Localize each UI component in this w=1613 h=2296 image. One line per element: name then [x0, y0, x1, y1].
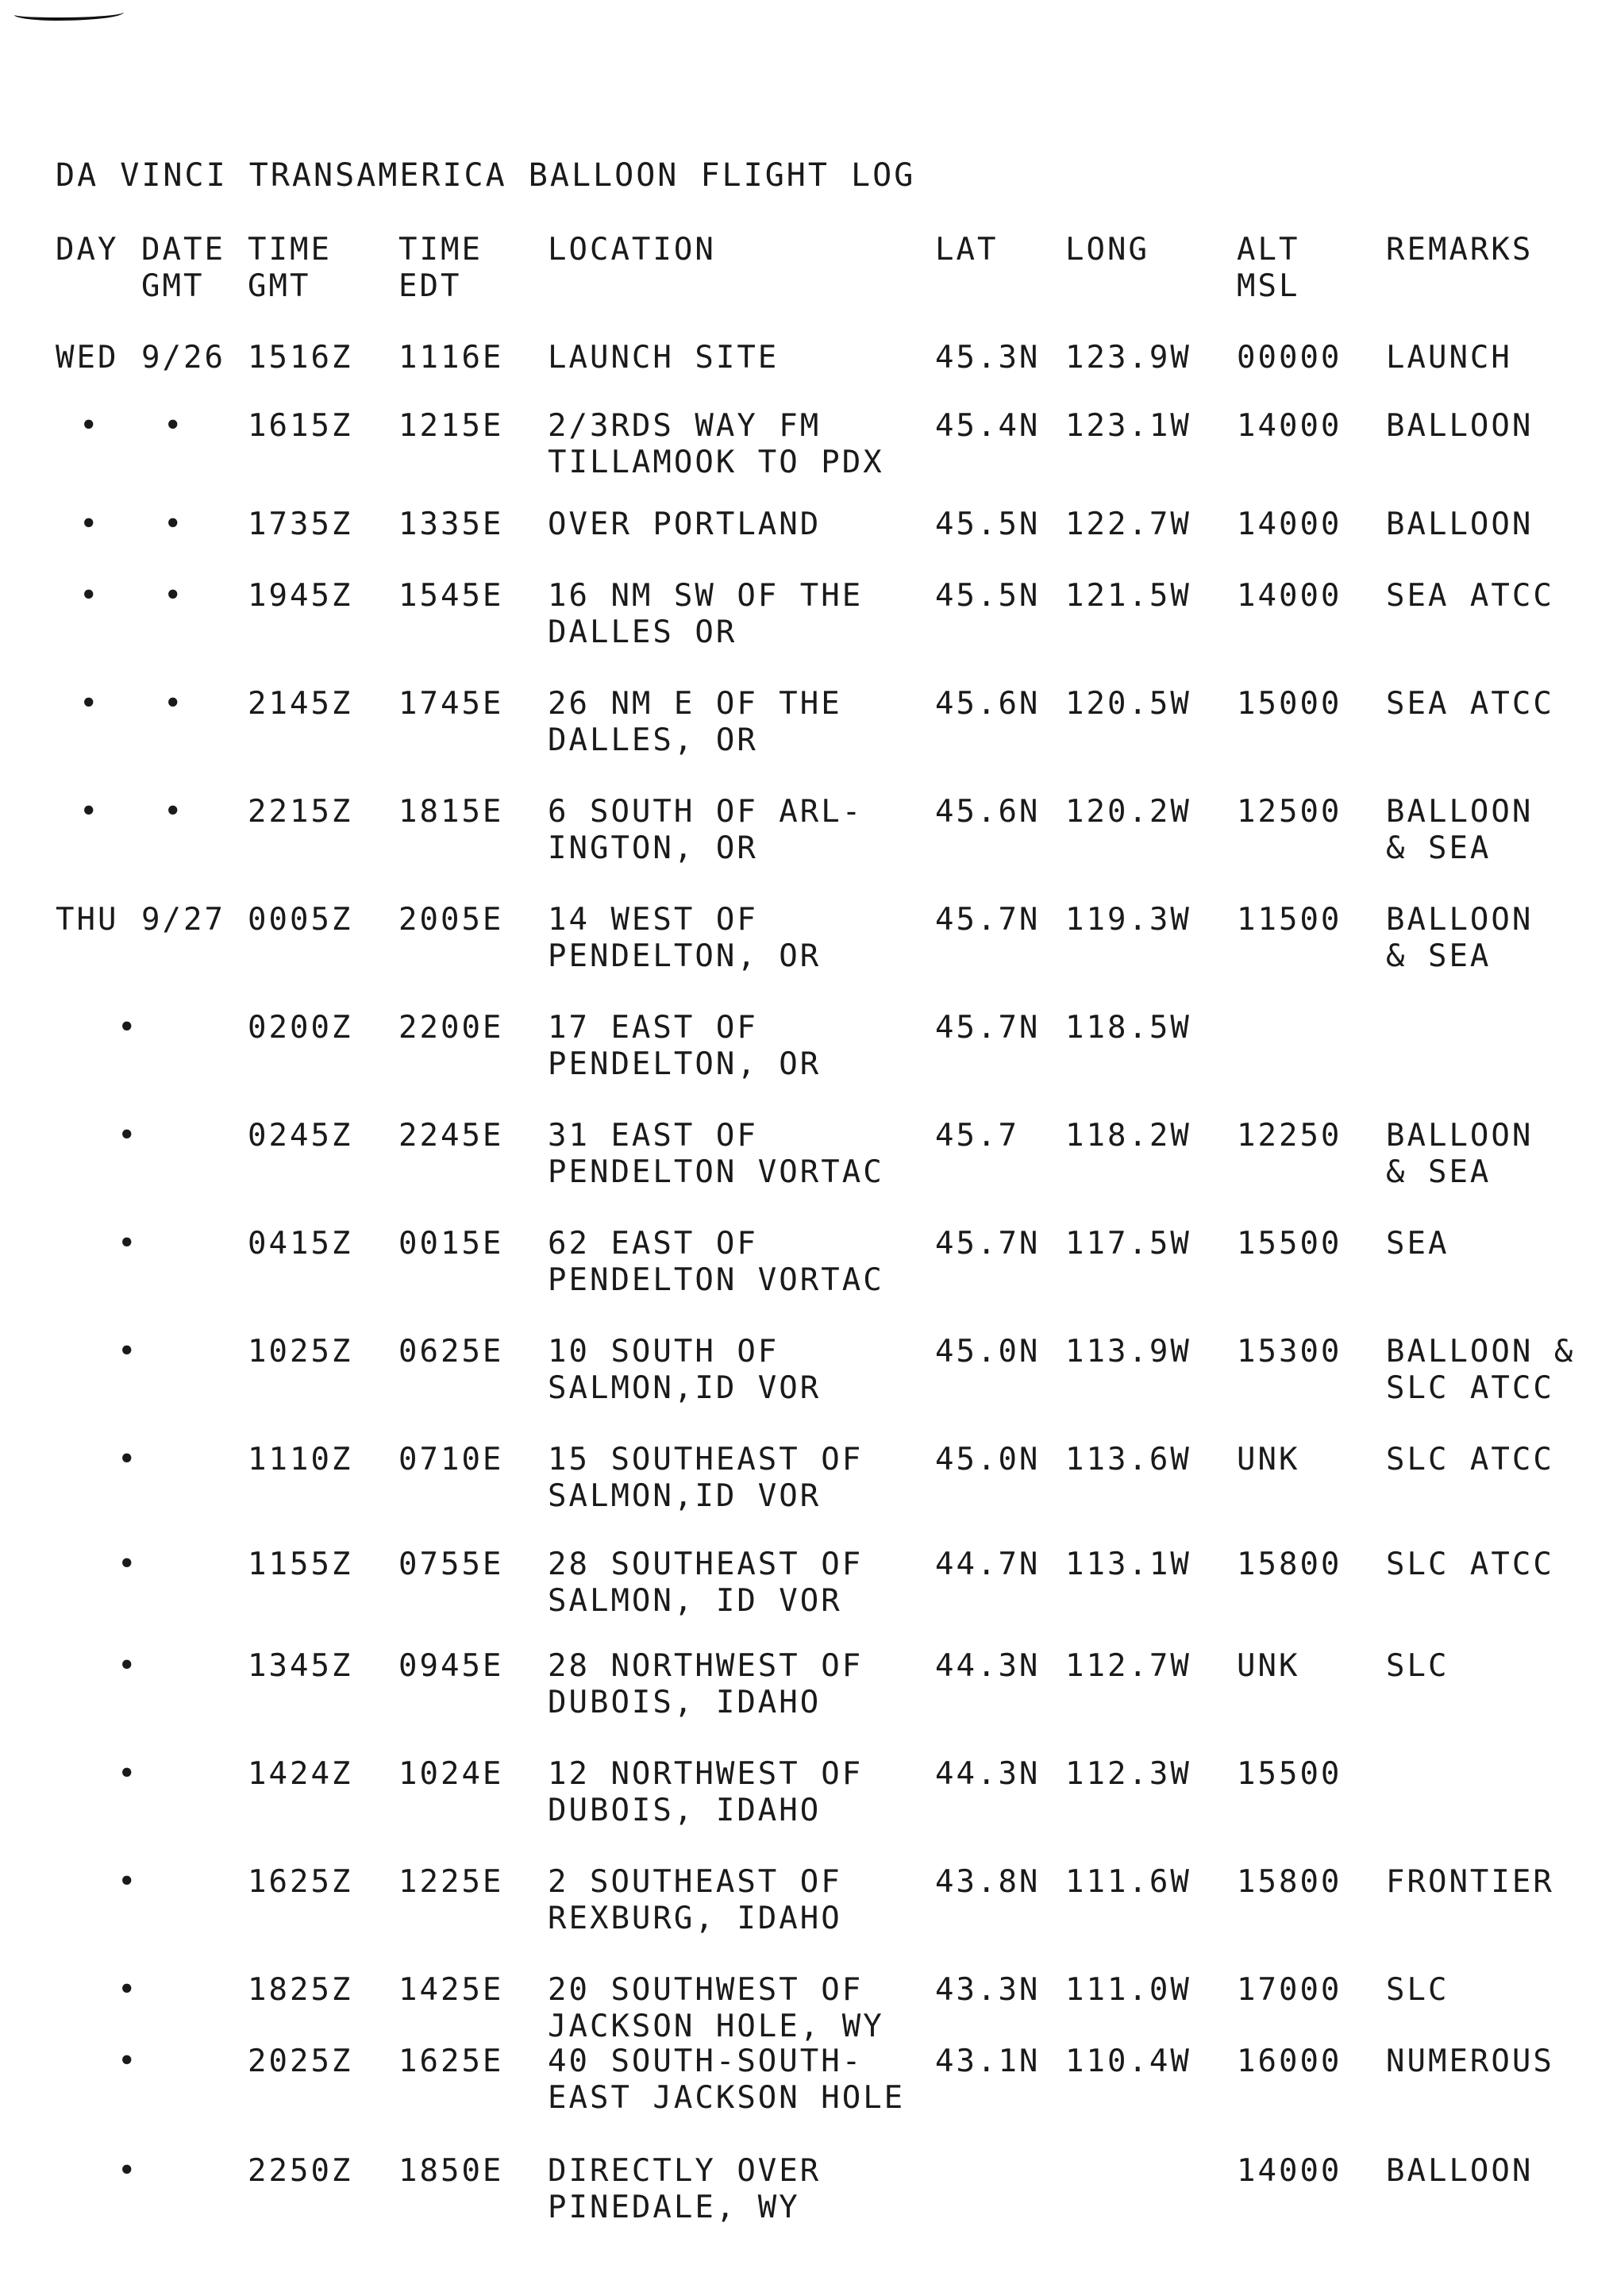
cell-location: 6 SOUTH OF ARL- INGTON, OR [548, 794, 864, 866]
cell-lat: 45.5N [935, 578, 1041, 614]
cell-date: • [117, 1756, 139, 1792]
header-long: LONG [1065, 232, 1149, 268]
header-location: LOCATION [548, 232, 716, 268]
cell-time-gmt: 1625Z [248, 1864, 353, 1900]
cell-day: • [79, 507, 101, 542]
cell-day: THU [56, 902, 119, 938]
cell-date: • [164, 686, 185, 722]
cell-date: • [117, 1118, 139, 1154]
cell-alt: 17000 [1237, 1972, 1342, 2008]
cell-remarks: SEA [1386, 1226, 1449, 1262]
cell-time-gmt: 1735Z [248, 507, 353, 542]
cell-remarks: BALLOON [1386, 2153, 1534, 2189]
cell-time-edt: 0945E [398, 1648, 504, 1684]
cell-location: OVER PORTLAND [548, 507, 822, 542]
cell-time-edt: 1215E [398, 408, 504, 444]
cell-alt: 00000 [1237, 340, 1342, 376]
cell-location: 14 WEST OF PENDELTON, OR [548, 902, 822, 974]
cell-time-edt: 1625E [398, 2044, 504, 2079]
cell-time-edt: 0625E [398, 1334, 504, 1370]
cell-time-gmt: 1025Z [248, 1334, 353, 1370]
cell-time-edt: 1425E [398, 1972, 504, 2008]
cell-remarks: NUMEROUS [1386, 2044, 1554, 2079]
cell-remarks: LAUNCH [1386, 340, 1512, 376]
cell-remarks: BALLOON [1386, 507, 1534, 542]
cell-remarks: SEA ATCC [1386, 578, 1554, 614]
cell-alt: UNK [1237, 1648, 1300, 1684]
page-title: DA VINCI TRANSAMERICA BALLOON FLIGHT LOG [56, 157, 916, 194]
cell-day: • [79, 794, 101, 830]
cell-remarks: SLC ATCC [1386, 1547, 1554, 1582]
cell-time-gmt: 2250Z [248, 2153, 353, 2189]
cell-lat: 45.7N [935, 1010, 1041, 1046]
cell-time-edt: 1745E [398, 686, 504, 722]
cell-location: 2/3RDS WAY FM TILLAMOOK TO PDX [548, 408, 884, 480]
cell-date: • [164, 794, 185, 830]
cell-alt: 15800 [1237, 1864, 1342, 1900]
cell-date: • [117, 1226, 139, 1262]
cell-lat: 45.6N [935, 686, 1041, 722]
header-time-gmt: TIME GMT [248, 232, 332, 304]
cell-time-gmt: 1110Z [248, 1442, 353, 1477]
cell-date: • [164, 578, 185, 614]
cell-remarks: BALLOON & SEA [1386, 794, 1534, 866]
cell-time-edt: 1815E [398, 794, 504, 830]
cell-date: • [117, 1972, 139, 2008]
header-day: DAY [56, 232, 119, 268]
cell-lat: 43.1N [935, 2044, 1041, 2079]
cell-time-gmt: 1516Z [248, 340, 353, 376]
cell-alt: 14000 [1237, 2153, 1342, 2189]
cell-alt: 14000 [1237, 507, 1342, 542]
cell-location: 28 NORTHWEST OF DUBOIS, IDAHO [548, 1648, 864, 1720]
header-remarks: REMARKS [1386, 232, 1534, 268]
cell-remarks: SLC [1386, 1648, 1449, 1684]
cell-long: 122.7W [1065, 507, 1191, 542]
cell-location: 26 NM E OF THE DALLES, OR [548, 686, 842, 758]
cell-time-edt: 2005E [398, 902, 504, 938]
cell-date: • [117, 1010, 139, 1046]
cell-alt: 12250 [1237, 1118, 1342, 1154]
cell-lat: 45.7N [935, 1226, 1041, 1262]
cell-long: 111.0W [1065, 1972, 1191, 2008]
cell-lat: 44.7N [935, 1547, 1041, 1582]
cell-time-gmt: 0415Z [248, 1226, 353, 1262]
cell-time-gmt: 1945Z [248, 578, 353, 614]
cell-location: LAUNCH SITE [548, 340, 780, 376]
cell-day: • [79, 578, 101, 614]
cell-lat: 45.0N [935, 1334, 1041, 1370]
cell-time-edt: 2200E [398, 1010, 504, 1046]
cell-alt: 15000 [1237, 686, 1342, 722]
cell-location: 16 NM SW OF THE DALLES OR [548, 578, 864, 650]
cell-time-gmt: 0200Z [248, 1010, 353, 1046]
cell-remarks: SLC [1386, 1972, 1449, 2008]
cell-date: • [164, 507, 185, 542]
cell-alt: 15500 [1237, 1226, 1342, 1262]
cell-location: 40 SOUTH-SOUTH- EAST JACKSON HOLE [548, 2044, 906, 2116]
cell-long: 110.4W [1065, 2044, 1191, 2079]
cell-long: 117.5W [1065, 1226, 1191, 1262]
cell-lat: 45.3N [935, 340, 1041, 376]
cell-alt: UNK [1237, 1442, 1300, 1477]
cell-time-gmt: 0005Z [248, 902, 353, 938]
cell-date: • [117, 1648, 139, 1684]
cell-time-gmt: 2025Z [248, 2044, 353, 2079]
cell-time-gmt: 1345Z [248, 1648, 353, 1684]
cell-location: DIRECTLY OVER PINEDALE, WY [548, 2153, 822, 2225]
cell-location: 17 EAST OF PENDELTON, OR [548, 1010, 822, 1082]
cell-remarks: SLC ATCC [1386, 1442, 1554, 1477]
cell-time-gmt: 1825Z [248, 1972, 353, 2008]
cell-remarks: BALLOON & SEA [1386, 1118, 1534, 1190]
cell-long: 112.3W [1065, 1756, 1191, 1792]
cell-time-gmt: 0245Z [248, 1118, 353, 1154]
cell-alt: 11500 [1237, 902, 1342, 938]
cell-time-edt: 2245E [398, 1118, 504, 1154]
cell-alt: 14000 [1237, 578, 1342, 614]
cell-day: • [79, 408, 101, 444]
cell-alt: 14000 [1237, 408, 1342, 444]
cell-lat: 45.6N [935, 794, 1041, 830]
cell-time-edt: 1116E [398, 340, 504, 376]
cell-time-gmt: 1424Z [248, 1756, 353, 1792]
cell-long: 118.2W [1065, 1118, 1191, 1154]
cell-time-edt: 1545E [398, 578, 504, 614]
pen-mark [14, 6, 124, 21]
cell-lat: 45.0N [935, 1442, 1041, 1477]
cell-date: • [117, 1864, 139, 1900]
cell-long: 111.6W [1065, 1864, 1191, 1900]
cell-time-edt: 1335E [398, 507, 504, 542]
cell-date: • [117, 1547, 139, 1582]
cell-remarks: BALLOON & SLC ATCC [1386, 1334, 1576, 1406]
cell-long: 120.2W [1065, 794, 1191, 830]
cell-lat: 43.8N [935, 1864, 1041, 1900]
cell-long: 113.9W [1065, 1334, 1191, 1370]
cell-long: 120.5W [1065, 686, 1191, 722]
cell-location: 20 SOUTHWEST OF JACKSON HOLE, WY [548, 1972, 884, 2044]
cell-date: • [117, 1334, 139, 1370]
cell-remarks: SEA ATCC [1386, 686, 1554, 722]
cell-location: 31 EAST OF PENDELTON VORTAC [548, 1118, 884, 1190]
cell-remarks: FRONTIER [1386, 1864, 1554, 1900]
header-time-edt: TIME EDT [398, 232, 483, 304]
cell-time-gmt: 1155Z [248, 1547, 353, 1582]
cell-lat: 44.3N [935, 1648, 1041, 1684]
cell-date: • [117, 1442, 139, 1477]
cell-alt: 12500 [1237, 794, 1342, 830]
cell-remarks: BALLOON & SEA [1386, 902, 1534, 974]
cell-date: • [164, 408, 185, 444]
cell-time-edt: 1024E [398, 1756, 504, 1792]
cell-lat: 45.7 [935, 1118, 1019, 1154]
cell-time-gmt: 2215Z [248, 794, 353, 830]
cell-lat: 45.4N [935, 408, 1041, 444]
cell-location: 62 EAST OF PENDELTON VORTAC [548, 1226, 884, 1298]
header-lat: LAT [935, 232, 999, 268]
cell-remarks: BALLOON [1386, 408, 1534, 444]
cell-time-edt: 1850E [398, 2153, 504, 2189]
cell-location: 12 NORTHWEST OF DUBOIS, IDAHO [548, 1756, 864, 1828]
cell-date: 9/26 [141, 340, 225, 376]
cell-long: 118.5W [1065, 1010, 1191, 1046]
cell-long: 113.1W [1065, 1547, 1191, 1582]
cell-alt: 15300 [1237, 1334, 1342, 1370]
cell-long: 113.6W [1065, 1442, 1191, 1477]
cell-lat: 45.7N [935, 902, 1041, 938]
cell-location: 10 SOUTH OF SALMON,ID VOR [548, 1334, 822, 1406]
cell-time-gmt: 1615Z [248, 408, 353, 444]
header-alt: ALT MSL [1237, 232, 1300, 304]
cell-time-edt: 0710E [398, 1442, 504, 1477]
cell-alt: 15800 [1237, 1547, 1342, 1582]
cell-date: 9/27 [141, 902, 225, 938]
cell-time-edt: 0755E [398, 1547, 504, 1582]
header-date: DATE GMT [141, 232, 225, 304]
cell-long: 121.5W [1065, 578, 1191, 614]
cell-lat: 43.3N [935, 1972, 1041, 2008]
cell-long: 123.1W [1065, 408, 1191, 444]
cell-time-edt: 0015E [398, 1226, 504, 1262]
cell-date: • [117, 2044, 139, 2079]
cell-long: 119.3W [1065, 902, 1191, 938]
cell-alt: 15500 [1237, 1756, 1342, 1792]
cell-long: 123.9W [1065, 340, 1191, 376]
cell-day: • [79, 686, 101, 722]
cell-location: 15 SOUTHEAST OF SALMON,ID VOR [548, 1442, 864, 1514]
cell-lat: 44.3N [935, 1756, 1041, 1792]
cell-date: • [117, 2153, 139, 2189]
cell-location: 28 SOUTHEAST OF SALMON, ID VOR [548, 1547, 864, 1619]
cell-time-edt: 1225E [398, 1864, 504, 1900]
cell-long: 112.7W [1065, 1648, 1191, 1684]
cell-location: 2 SOUTHEAST OF REXBURG, IDAHO [548, 1864, 842, 1936]
cell-time-gmt: 2145Z [248, 686, 353, 722]
cell-day: WED [56, 340, 119, 376]
cell-lat: 45.5N [935, 507, 1041, 542]
cell-alt: 16000 [1237, 2044, 1342, 2079]
